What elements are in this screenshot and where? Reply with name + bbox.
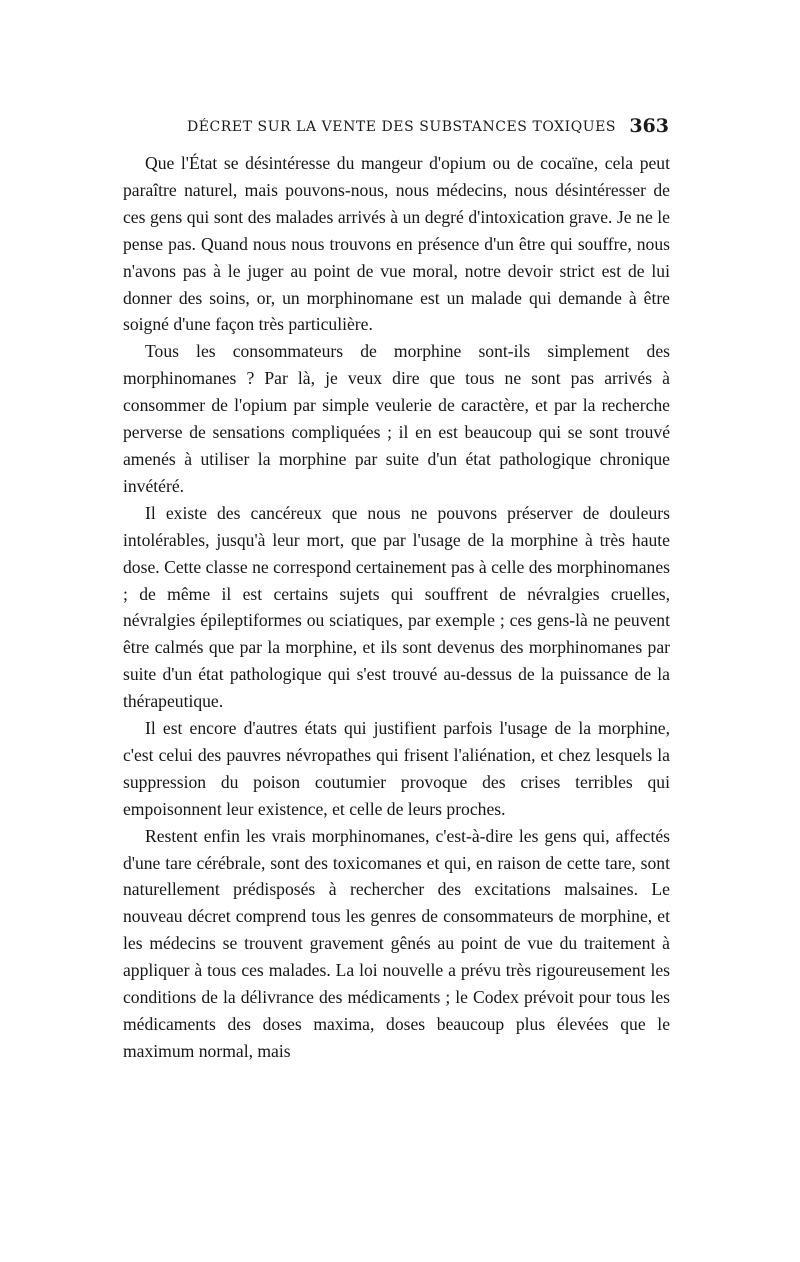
paragraph-5: Restent enfin les vrais morphinomanes, c'est-à-dire les gens qui, affectés d'une tare cérébrale, sont des toxicomanes et qui, en raison de cette tare, sont naturellement prédisposés à rechercher des excitations malsaines. Le nouveau décret comprend tous les genres de consommateurs de morphine, et les médecins se trouvent gravement gênés au point de vue du traitement à appliquer à tous ces malades. La loi nouvelle a prévu très rigoureusement les conditions de la délivrance des médicaments ; le Codex prévoit pour tous les médicaments des doses maxima, doses beaucoup plus élevées que le maximum normal, mais [123, 825, 670, 1061]
paragraph-3: Il existe des cancéreux que nous ne pouvons préserver de douleurs intolérables, jusqu'à leur mort, que par l'usage de la morphine à très haute dose. Cette classe ne correspond certainement pas à celle des morphinomanes ; de même il est certains sujets qui souffrent de névralgies cruelles, névralgies épileptiformes ou sciatiques, par exemple ; ces gens-là ne peuvent être calmés que par la morphine, et ils sont devenus des morphinomanes par suite d'un état pathologique qui s'est trouvé au-dessus de la puissance de la thérapeutique. [123, 502, 670, 712]
running-head [187, 117, 669, 141]
page-number: 363 [629, 115, 669, 137]
paragraph-4: Il est encore d'autres états qui justifient parfois l'usage de la morphine, c'est celui des pauvres névropathes qui frisent l'aliénation, et chez lesquels la suppression du poison coutumier provoque des crises terribles qui empoisonnent leur existence, et celle de leurs proches. [123, 718, 670, 819]
running-title: DÉCRET SUR LA VENTE DES SUBSTANCES TOXIQUES [187, 119, 616, 135]
paragraph-2: Tous les consommateurs de morphine sont-ils simplement des morphinomanes ? Par là, je veux dire que tous ne sont pas arrivés à consommer de l'opium par simple veulerie de caractère, et par la recherche perverse de sensations compliquées ; il en est beaucoup qui se sont trouvé amenés à utiliser la morphine par suite d'un état pathologique chronique invétéré. [123, 341, 670, 496]
body-text [123, 150, 670, 1065]
paragraph-1: Que l'État se désintéresse du mangeur d'opium ou de cocaïne, cela peut paraître naturel, mais pouvons-nous, nous médecins, nous désintéresser de ces gens qui sont des malades arrivés à un degré d'intoxication grave. Je ne le pense pas. Quand nous nous trouvons en présence d'un être qui souffre, nous n'avons pas à le juger au point de vue moral, notre devoir strict est de lui donner des soins, or, un morphinomane est un malade qui demande à être soigné d'une façon très particulière. [123, 153, 670, 335]
